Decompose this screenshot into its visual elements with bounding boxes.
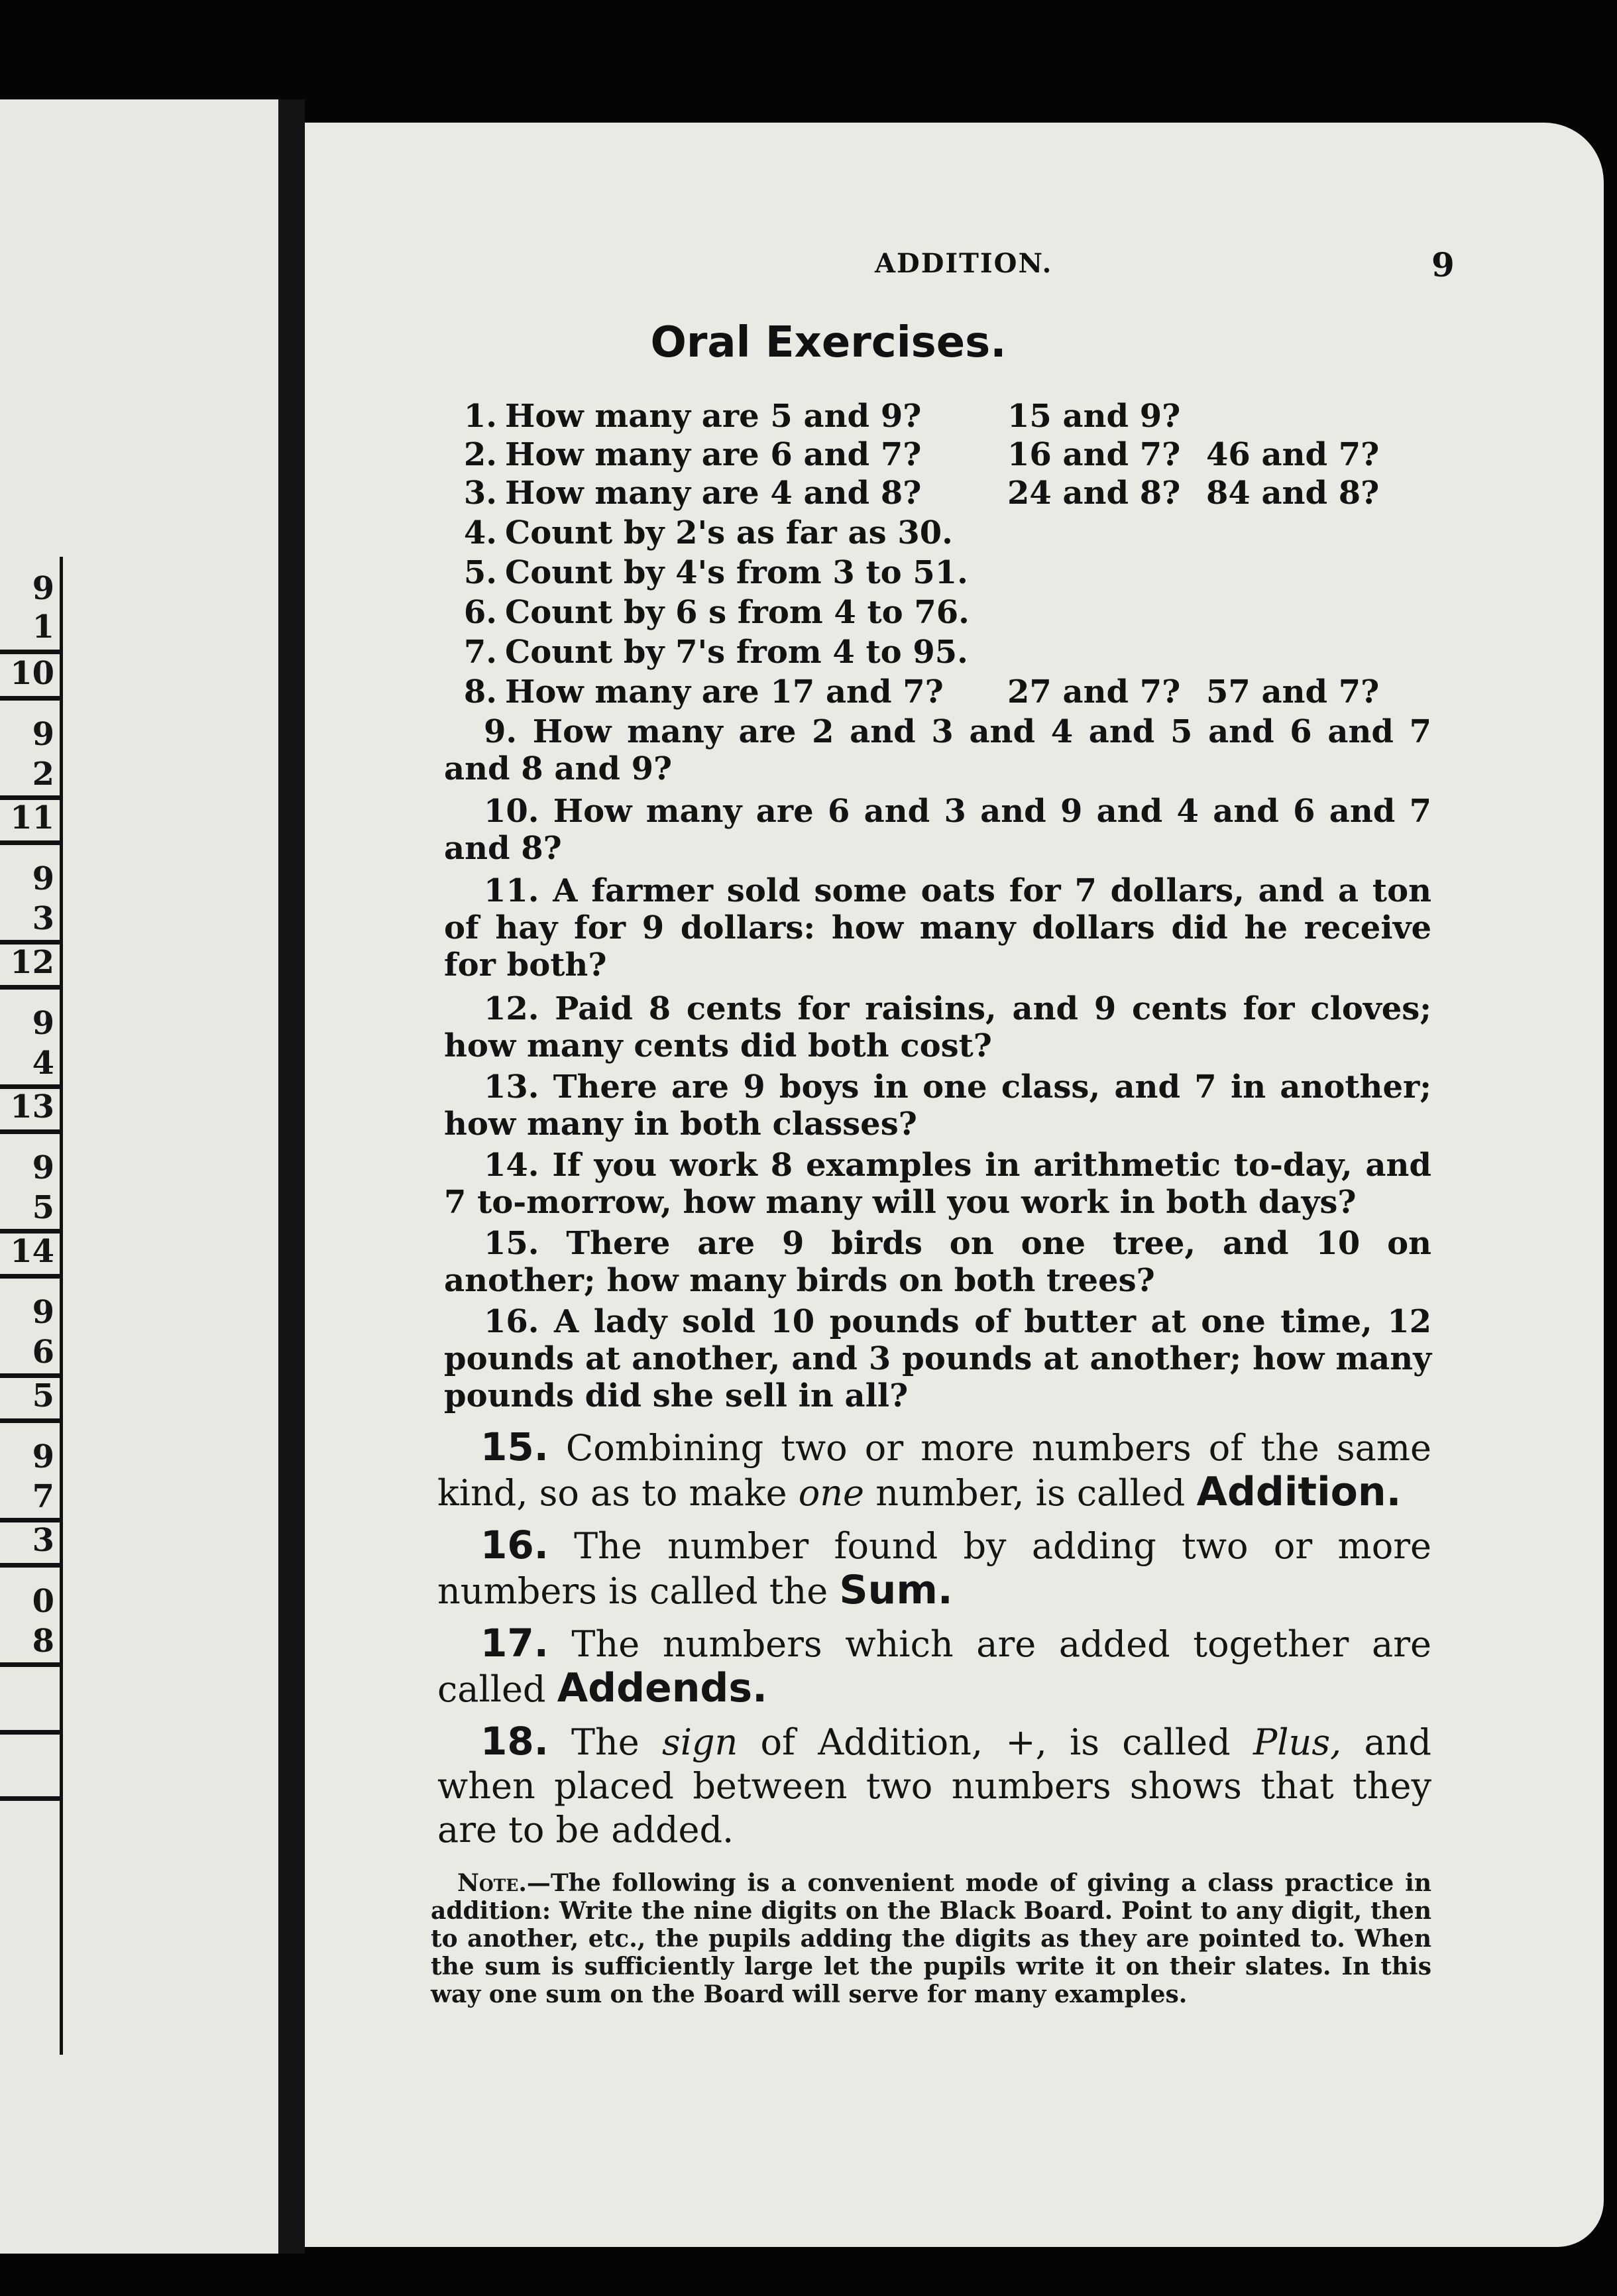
margin-number: 9 <box>32 1438 54 1475</box>
exercise-paragraph: 9. How many are 2 and 3 and 4 and 5 and 6 and 7 and 8 and 9? <box>444 713 1431 787</box>
previous-page <box>0 99 278 2254</box>
exercise-variant: 16 and 7? <box>1007 436 1181 473</box>
exercise-item <box>444 554 1445 591</box>
margin-number: 11 <box>10 799 54 836</box>
note-text: —The following is a convenient mode of giving a class practice in addition: Write the nine digits on the Black Board. Point to any digit, then to another, etc., the pupils adding the digits as they are pointed to. When the sum is sufficiently large let the pupils write it on their slates. In this way one sum on the Board will serve for many examples. <box>431 1869 1431 2008</box>
definition-text: The numbers which are added together are called <box>437 1623 1431 1710</box>
definition-text: The number found by adding two or more numbers is called the <box>437 1525 1431 1612</box>
emphasis-text: sign <box>661 1721 738 1763</box>
emphasis-text: one <box>798 1472 865 1514</box>
sum-rule <box>0 840 60 845</box>
margin-number: 9 <box>32 1149 54 1186</box>
exercise-paragraph: 15. There are 9 birds on one tree, and 10 on another; how many birds on both trees? <box>444 1225 1431 1299</box>
exercise-number: 8. <box>463 673 497 711</box>
exercise-item <box>444 514 1445 551</box>
margin-number: 12 <box>10 944 54 981</box>
exercise-paragraph: 13. There are 9 boys in one class, and 7 in another; how many in both classes? <box>444 1068 1431 1143</box>
definition-addition <box>437 1425 1431 1515</box>
margin-number: 10 <box>10 655 54 692</box>
sum-rule <box>0 1796 60 1801</box>
definition-text: of Addition, +, is called <box>760 1721 1231 1763</box>
exercise-paragraph: 14. If you work 8 examples in arithmetic to-day, and 7 to-morrow, how many will you work in both days? <box>444 1147 1431 1221</box>
exercise-paragraph: 12. Paid 8 cents for raisins, and 9 cents for cloves; how many cents did both cost? <box>444 990 1431 1064</box>
margin-number: 4 <box>32 1045 54 1082</box>
page-header <box>305 245 1458 292</box>
exercise-item <box>444 398 1445 435</box>
margin-number: 7 <box>32 1478 54 1515</box>
exercise-variant: 24 and 8? <box>1007 475 1181 512</box>
exercise-text: Count by 6 s from 4 to 76. <box>505 594 970 631</box>
sum-rule <box>0 1129 60 1134</box>
margin-number: 3 <box>32 900 54 937</box>
margin-sums-column <box>0 557 63 2055</box>
definition-text: The <box>571 1721 640 1763</box>
exercise-text: Count by 2's as far as 30. <box>505 514 953 551</box>
exercise-paragraph: 10. How many are 6 and 3 and 9 and 4 and 6 and 7 and 8? <box>444 793 1431 867</box>
exercise-item <box>444 594 1445 631</box>
teaching-note <box>431 1869 1431 2008</box>
defined-term: Addition. <box>1196 1469 1402 1515</box>
sum-rule <box>0 650 60 654</box>
margin-number: 0 <box>32 1583 54 1620</box>
margin-number: 2 <box>32 756 54 793</box>
sum-rule <box>0 1730 60 1735</box>
definition-plus <box>437 1719 1431 1852</box>
definition-sum <box>437 1523 1431 1613</box>
sum-rule <box>0 1274 60 1279</box>
definition-text: Combining two or more numbers of the same kind, so as to make <box>437 1427 1431 1514</box>
margin-number: 5 <box>32 1377 54 1414</box>
exercise-variant: 84 and 8? <box>1206 475 1380 512</box>
exercise-variant: 46 and 7? <box>1206 436 1380 473</box>
exercise-number: 4. <box>463 514 497 551</box>
book-spine <box>278 99 305 2254</box>
exercise-number: 7. <box>463 634 497 671</box>
emphasis-text: Plus, <box>1253 1721 1342 1763</box>
margin-number: 9 <box>32 570 54 607</box>
definition-text: number, is called <box>875 1472 1186 1514</box>
defined-term: Addends. <box>557 1665 767 1711</box>
exercise-text: Count by 4's from 3 to 51. <box>505 554 968 591</box>
article-number: 18. <box>480 1719 549 1764</box>
exercise-text: How many are 17 and 7? <box>505 673 944 711</box>
exercise-text: How many are 6 and 7? <box>505 436 922 473</box>
note-label: Note. <box>457 1869 527 1897</box>
article-number: 17. <box>480 1621 549 1666</box>
article-number: 16. <box>480 1522 549 1568</box>
margin-number: 1 <box>32 608 54 646</box>
sum-rule <box>0 1418 60 1423</box>
page-number: 9 <box>1431 245 1455 284</box>
exercise-variant: 57 and 7? <box>1206 673 1380 711</box>
defined-term: Sum. <box>839 1567 953 1613</box>
sum-rule <box>0 1563 60 1568</box>
exercise-number: 3. <box>463 475 497 512</box>
exercise-text: How many are 4 and 8? <box>505 475 922 512</box>
section-title: Oral Exercises. <box>650 318 1007 367</box>
definition-text: and when placed between two numbers shows that they are to be added. <box>437 1721 1431 1851</box>
sum-rule <box>0 985 60 990</box>
margin-number: 13 <box>10 1088 54 1125</box>
margin-number: 3 <box>32 1522 54 1559</box>
margin-number: 9 <box>32 1294 54 1331</box>
exercise-item <box>444 673 1445 711</box>
exercise-number: 1. <box>463 398 497 435</box>
exercise-variant: 27 and 7? <box>1007 673 1181 711</box>
exercise-number: 6. <box>463 594 497 631</box>
sum-rule <box>0 696 60 701</box>
exercise-item <box>444 634 1445 671</box>
margin-number: 9 <box>32 716 54 753</box>
article-number: 15. <box>480 1424 549 1469</box>
exercise-text: Count by 7's from 4 to 95. <box>505 634 968 671</box>
exercise-paragraph: 11. A farmer sold some oats for 7 dollars, and a ton of hay for 9 dollars: how many dollars did he receive for both? <box>444 872 1431 984</box>
margin-number: 5 <box>32 1189 54 1226</box>
margin-number: 9 <box>32 1005 54 1042</box>
margin-number: 6 <box>32 1334 54 1371</box>
sum-rule <box>0 1662 60 1667</box>
margin-number: 14 <box>10 1233 54 1270</box>
exercise-paragraph: 16. A lady sold 10 pounds of butter at one time, 12 pounds at another, and 3 pounds at another; how many pounds did she sell in all? <box>444 1303 1431 1414</box>
margin-number: 8 <box>32 1623 54 1660</box>
exercise-number: 2. <box>463 436 497 473</box>
exercise-text: How many are 5 and 9? <box>505 398 922 435</box>
margin-number: 9 <box>32 860 54 897</box>
exercise-variant: 15 and 9? <box>1007 398 1181 435</box>
exercise-item <box>444 475 1445 512</box>
exercise-number: 5. <box>463 554 497 591</box>
running-head: ADDITION. <box>875 248 1053 279</box>
definition-addends <box>437 1621 1431 1711</box>
exercise-item <box>444 436 1445 473</box>
